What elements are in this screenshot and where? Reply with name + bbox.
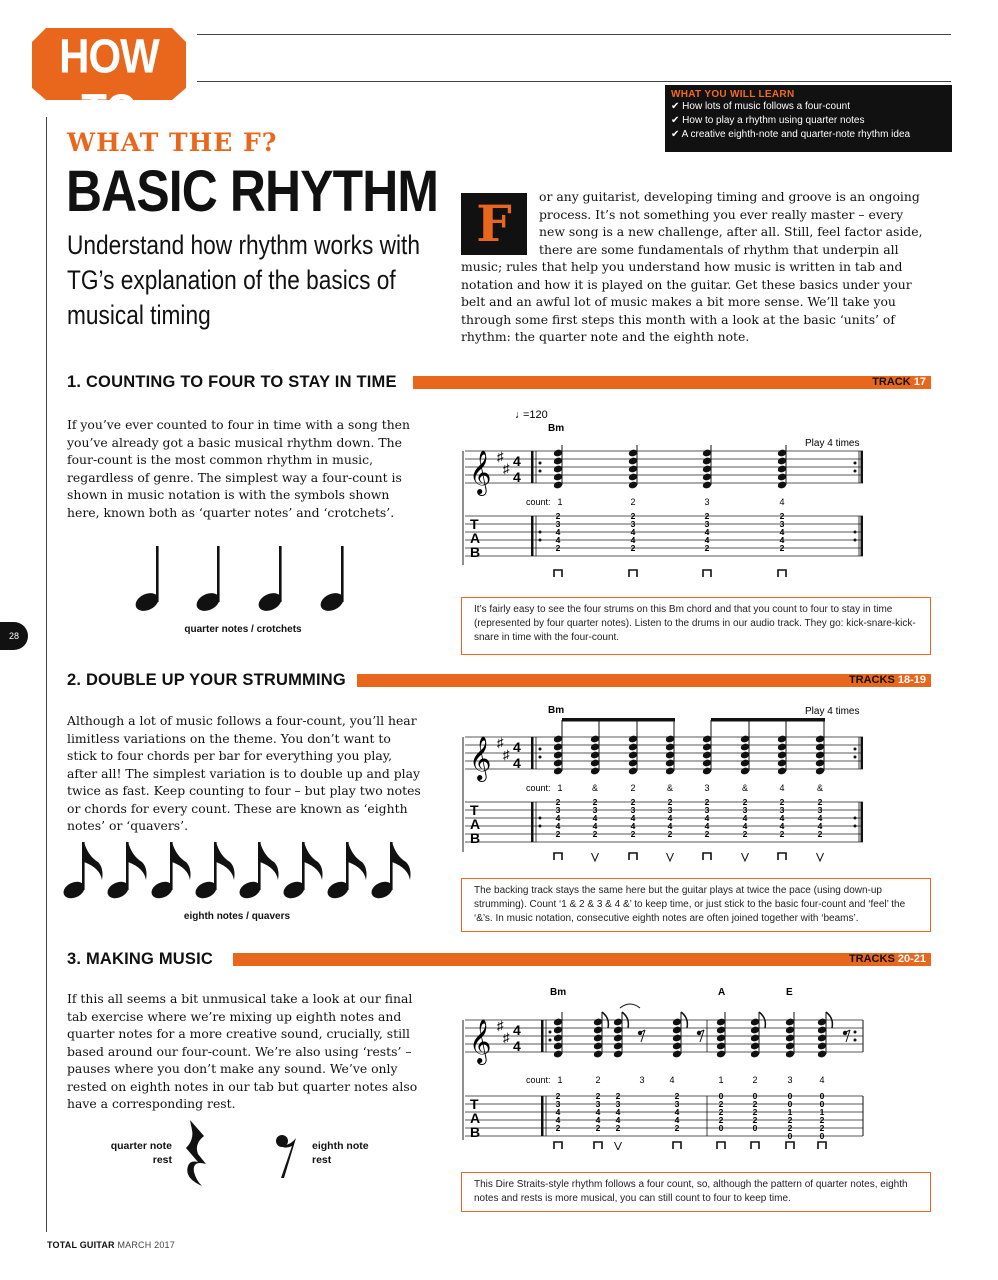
- tab-number: 0: [787, 1099, 793, 1109]
- header-rule-top: [197, 34, 951, 35]
- how-to-badge: [32, 28, 186, 139]
- count-number: 3: [639, 1075, 645, 1085]
- tab-number: 3: [555, 519, 561, 529]
- tab-number: 4: [779, 535, 785, 545]
- tab-number: 4: [595, 1107, 601, 1117]
- tab-number: 3: [555, 1099, 561, 1109]
- repeat-dot: [854, 825, 857, 828]
- repeat-dot: [539, 748, 542, 751]
- repeat-instruction: Play 4 times: [805, 706, 860, 717]
- end-bar: [861, 802, 864, 842]
- tab-number: 1: [819, 1107, 825, 1117]
- tab-number: 2: [704, 511, 710, 521]
- tab-number: 2: [555, 543, 561, 553]
- time-signature: 4: [513, 469, 521, 485]
- tab-number: 4: [742, 821, 748, 831]
- tab-number: 2: [819, 1115, 825, 1125]
- tab-number: 4: [817, 821, 823, 831]
- rest-label-line: rest: [152, 1154, 172, 1166]
- sharp-icon: ♯: [503, 461, 510, 476]
- tab-number: 4: [779, 821, 785, 831]
- tab-number: 2: [595, 1123, 601, 1133]
- tab-number: 4: [667, 813, 673, 823]
- caption-1: It’s fairly easy to see the four strums on this Bm chord and that you count to four to stay in time (represented by four quarter notes). Listen to the drums in our audio track. They go: kick-snare-kick-snare in time with the four-count.: [461, 597, 931, 655]
- repeat-bar: [531, 737, 534, 769]
- count-number: 2: [752, 1075, 758, 1085]
- repeat-dot: [854, 1031, 857, 1034]
- tab-number: 4: [615, 1115, 621, 1125]
- downstroke-icon: [673, 1142, 681, 1149]
- page-number: 28: [0, 622, 28, 650]
- tab-number: 2: [630, 511, 636, 521]
- count-number: 3: [704, 783, 710, 793]
- track-number: 18-19: [897, 674, 926, 686]
- tab-number: 2: [555, 511, 561, 521]
- section-2-body: Although a lot of music follows a four-count, you’ll hear limitless variations on the theme. You don’t want to stick to four chords per bar for everything you play, after all! The simplest variation is to double up and play twice as fast. Keep counting to four – but play two notes or chords for every count. These are known as ‘eighth notes’ or ‘quavers’.: [67, 713, 421, 833]
- what-you-will-learn-box: [665, 85, 952, 152]
- tab-number: 4: [779, 813, 785, 823]
- repeat-dot: [539, 531, 542, 534]
- tab-number: 3: [615, 1099, 621, 1109]
- tab-number: 4: [555, 1107, 561, 1117]
- tab-number: 2: [630, 797, 636, 807]
- drop-cap: F: [461, 193, 527, 255]
- strum-markers: [554, 853, 824, 861]
- quarter-note-symbol: [318, 546, 347, 614]
- tab-number: 0: [752, 1123, 758, 1133]
- rest-label-line: rest: [312, 1154, 332, 1166]
- tab-number: 0: [718, 1123, 724, 1133]
- score-2: [455, 700, 935, 870]
- tab-number: 2: [742, 829, 748, 839]
- tab-letter: A: [470, 1110, 481, 1126]
- tab-number: 2: [787, 1115, 793, 1125]
- chord-name: A: [718, 987, 726, 998]
- upstroke-icon: [592, 853, 599, 861]
- end-bar: [861, 451, 864, 483]
- repeat-dot: [539, 756, 542, 759]
- tab-number: 2: [752, 1107, 758, 1117]
- score-3: [455, 980, 935, 1150]
- repeat-dot: [854, 539, 857, 542]
- repeat-dot: [854, 1039, 857, 1042]
- intro-text: or any guitarist, developing timing and groove is an ongoing process. It’s not something you ever really master – every new song is a new challenge, after all. Still, feel factor aside, there are some fundamentals of rhythm that underpin all music; rules that help you understand how music is written in tab and notation and how it is played on the guitar. Get these basics under your belt and an awful lot of music makes a bit more sense. We’ll take you through some first steps this month with a look at the basic ‘units’ of rhythm: the quarter note and the eighth note.: [461, 189, 923, 344]
- tab-number: 0: [787, 1131, 793, 1141]
- note-beam: [562, 718, 675, 722]
- tab-number: 2: [615, 1123, 621, 1133]
- count-number: 2: [630, 783, 636, 793]
- repeat-dot: [854, 748, 857, 751]
- count-numbers: [557, 497, 784, 507]
- caption-2: The backing track stays the same here but the guitar plays at twice the pace (using down-up strumming). Count ‘1 & 2 & 3 & 4 &’ to keep time, or just stick to the basic four-count and ‘feel’ the ‘&’s. In music notation, consecutive eighth notes are often joined together with ‘beams’.: [461, 878, 931, 932]
- section-1-heading: 1. COUNTING TO FOUR TO STAY IN TIME: [67, 373, 397, 391]
- tab-number: 0: [819, 1091, 825, 1101]
- staff: [463, 445, 863, 565]
- eighth-note-flag: [128, 842, 147, 880]
- count-number: &: [666, 783, 674, 793]
- treble-clef-icon: 𝄞: [469, 1021, 492, 1063]
- repeat-dot: [549, 1031, 552, 1034]
- tab-number: 4: [555, 535, 561, 545]
- tab-number: 2: [819, 1123, 825, 1133]
- count-number: 1: [557, 783, 563, 793]
- count-number: &: [591, 783, 599, 793]
- quarter-rest-label: [96, 1139, 172, 1167]
- count-number: 4: [669, 1075, 675, 1085]
- sharp-icon: ♯: [497, 735, 504, 750]
- tab-number: 4: [704, 527, 710, 537]
- downstroke-icon: [554, 570, 562, 577]
- tab-number: 2: [674, 1091, 680, 1101]
- end-bar: [861, 516, 864, 556]
- repeat-dot: [549, 1039, 552, 1042]
- tab-staff: [465, 797, 863, 846]
- standfirst: Understand how rhythm works with TG’s explanation of the basics of musical timing: [67, 230, 420, 330]
- chord-name: Bm: [548, 423, 565, 434]
- tab-number: 4: [817, 813, 823, 823]
- tab-number: 2: [752, 1115, 758, 1125]
- header-rule-bottom: [197, 81, 951, 82]
- tab-number: 2: [787, 1123, 793, 1133]
- tab-number: 2: [742, 797, 748, 807]
- count-number: 2: [595, 1075, 601, 1085]
- tab-number: 2: [779, 797, 785, 807]
- quarter-note-symbol: [133, 546, 162, 614]
- section-3-track: [800, 953, 926, 965]
- tab-number: 2: [718, 1107, 724, 1117]
- tab-number: 4: [595, 1115, 601, 1125]
- quarter-notes-figure: [120, 540, 380, 615]
- downstroke-icon: [751, 1142, 759, 1149]
- eighth-notes-figure: [60, 838, 420, 908]
- quarter-note-symbol: [194, 546, 223, 614]
- tab-number: 0: [718, 1091, 724, 1101]
- tab-letter: B: [470, 1124, 481, 1140]
- time-signature: 4: [513, 739, 521, 755]
- tab-letter: T: [470, 802, 479, 818]
- kicker: WHAT THE F?: [67, 128, 278, 157]
- tab-letter: T: [470, 1096, 479, 1112]
- count-number: 3: [704, 497, 710, 507]
- repeat-bar: [531, 451, 534, 483]
- page-title: BASIC RHYTHM: [66, 159, 439, 224]
- quarter-note-symbol: [256, 546, 285, 614]
- repeat-dot: [539, 817, 542, 820]
- section-3-body: If this all seems a bit unmusical take a look at our final tab exercise where we’re mixing up eighth notes and quarter notes for a more creative sound, crucially, still based around our four-count. We’re also using ‘rests’ – pauses where you don’t make any sound. We’ve only rested on eighth notes in our tab but quarter notes also have a corresponding rest.: [67, 991, 418, 1111]
- tab-number: 2: [630, 829, 636, 839]
- tab-number: 4: [704, 821, 710, 831]
- tab-number: 1: [787, 1107, 793, 1117]
- tab-number: 2: [667, 829, 673, 839]
- tab-number: 4: [630, 535, 636, 545]
- count-number: 1: [557, 1075, 563, 1085]
- tab-number: 4: [674, 1107, 680, 1117]
- section-1-body: If you’ve ever counted to four in time with a song then you’ve already got a basic musical rhythm down. The four-count is the most common rhythm in music, regardless of genre. The simplest way a four-count is shown in music notation is with the symbols shown here, known both as ‘quarter notes’ and ‘crotchets’.: [67, 417, 410, 520]
- repeat-dot: [854, 462, 857, 465]
- time-signature: 4: [513, 755, 521, 771]
- tab-number: 4: [555, 527, 561, 537]
- repeat-dot: [854, 470, 857, 473]
- learn-item: ✔ A creative eighth-note and quarter-note rhythm idea: [671, 129, 911, 140]
- downstroke-icon: [629, 570, 637, 577]
- count-number: 4: [779, 497, 785, 507]
- tab-number: 4: [674, 1115, 680, 1125]
- tab-number: 2: [817, 797, 823, 807]
- caption-3: This Dire Straits-style rhythm follows a four count, so, although the pattern of quarter notes, eighth notes and rests is more musical, you can still count to four to keep time.: [461, 1172, 931, 1212]
- tab-number: 2: [718, 1115, 724, 1125]
- tab-number: 3: [592, 805, 598, 815]
- downstroke-icon: [778, 570, 786, 577]
- repeat-dot: [854, 756, 857, 759]
- tab-number: 2: [555, 829, 561, 839]
- downstroke-icon: [717, 1142, 725, 1149]
- learn-item: ✔ How to play a rhythm using quarter notes: [671, 115, 865, 126]
- downstroke-icon: [554, 853, 562, 860]
- count-numbers: [557, 1075, 824, 1085]
- eighth-note-flag: [84, 842, 103, 880]
- score-1: [455, 405, 935, 590]
- repeat-bar: [541, 1020, 544, 1052]
- learn-item: ✔ How lots of music follows a four-count: [671, 101, 850, 112]
- eighth-note-flag: [216, 842, 235, 880]
- chord-name: Bm: [548, 705, 565, 716]
- repeat-dot: [539, 462, 542, 465]
- tab-letter: B: [470, 830, 481, 846]
- rest-label-line: eighth note: [312, 1140, 369, 1152]
- tie-mark: [620, 1004, 640, 1008]
- tab-letter: B: [470, 544, 481, 560]
- count-number: 4: [819, 1075, 825, 1085]
- track-prefix: TRACKS: [848, 953, 895, 965]
- count-number: 3: [787, 1075, 793, 1085]
- quarter-rest-icon: [180, 1118, 212, 1190]
- eighth-note-flag: [260, 842, 279, 880]
- tab-number: 3: [704, 519, 710, 529]
- magazine-name: TOTAL GUITAR: [47, 1240, 115, 1250]
- sharp-icon: ♯: [497, 449, 504, 464]
- tab-number: 2: [779, 829, 785, 839]
- tab-number: 0: [819, 1099, 825, 1109]
- strum-markers: [554, 1142, 826, 1150]
- count-number: 1: [718, 1075, 724, 1085]
- sharp-icon: ♯: [503, 1030, 510, 1045]
- count-number: 4: [779, 783, 785, 793]
- repeat-instruction: Play 4 times: [805, 438, 860, 449]
- tab-number: 3: [817, 805, 823, 815]
- tab-number: 2: [595, 1091, 601, 1101]
- repeat-bar: [531, 802, 534, 842]
- chord-name: E: [786, 987, 793, 998]
- tab-number: 2: [817, 829, 823, 839]
- tempo-note-icon: ♩: [515, 409, 526, 421]
- chord-name: Bm: [550, 987, 567, 998]
- tab-number: 2: [779, 511, 785, 521]
- tab-number: 2: [752, 1099, 758, 1109]
- tab-number: 2: [704, 829, 710, 839]
- track-prefix: TRACK: [872, 376, 911, 388]
- tab-number: 2: [555, 797, 561, 807]
- eighth-rest-label: [312, 1139, 369, 1167]
- note-beam: [711, 718, 825, 722]
- tab-number: 4: [615, 1107, 621, 1117]
- track-number: 17: [913, 376, 926, 388]
- treble-clef-icon: 𝄞: [469, 738, 492, 780]
- tab-number: 4: [555, 813, 561, 823]
- tab-number: 4: [592, 821, 598, 831]
- tab-number: 3: [742, 805, 748, 815]
- downstroke-icon: [594, 1142, 602, 1149]
- repeat-bar: [531, 516, 534, 556]
- eighth-note-flag: [172, 842, 191, 880]
- section-2-track: [810, 674, 926, 686]
- repeat-dot: [539, 470, 542, 473]
- tab-number: 2: [718, 1099, 724, 1109]
- tab-number: 2: [667, 797, 673, 807]
- tab-number: 2: [555, 1123, 561, 1133]
- tab-number: 4: [667, 821, 673, 831]
- tab-number: 3: [630, 519, 636, 529]
- end-bar: [861, 737, 864, 769]
- tab-number: 2: [615, 1091, 621, 1101]
- issue-date: MARCH 2017: [117, 1240, 175, 1250]
- repeat-dot: [854, 817, 857, 820]
- tab-number: 4: [779, 527, 785, 537]
- eighth-note-flag: [392, 842, 411, 880]
- tab-number: 3: [674, 1099, 680, 1109]
- time-signature: 4: [513, 453, 521, 469]
- tab-number: 0: [819, 1131, 825, 1141]
- tab-number: 3: [667, 805, 673, 815]
- tab-number: 3: [555, 805, 561, 815]
- eighth-notes-label: eighth notes / quavers: [183, 911, 291, 922]
- staff: [463, 1004, 863, 1140]
- learn-title: WHAT YOU WILL LEARN: [671, 89, 795, 100]
- time-signature: 4: [513, 1022, 521, 1038]
- section-2-heading: 2. DOUBLE UP YOUR STRUMMING: [67, 671, 346, 689]
- tab-letter: T: [470, 516, 479, 532]
- tab-staff: [465, 1091, 863, 1141]
- count-label: count:: [526, 1075, 551, 1085]
- count-label: count:: [526, 497, 551, 507]
- tab-number: 0: [787, 1091, 793, 1101]
- tab-number: 2: [630, 543, 636, 553]
- tab-number: 4: [630, 527, 636, 537]
- tab-number: 2: [704, 543, 710, 553]
- tab-number: 3: [704, 805, 710, 815]
- footer: [47, 1240, 175, 1250]
- count-number: 1: [557, 497, 563, 507]
- tab-number: 2: [674, 1123, 680, 1133]
- sharp-icon: ♯: [503, 747, 510, 762]
- tab-number: 2: [592, 797, 598, 807]
- section-3-heading: 3. MAKING MUSIC: [67, 950, 214, 968]
- tab-number: 4: [742, 813, 748, 823]
- tab-number: 4: [555, 821, 561, 831]
- tab-number: 2: [704, 797, 710, 807]
- eighth-note-flag: [304, 842, 323, 880]
- downstroke-icon: [629, 853, 637, 860]
- section-1-track: [830, 376, 926, 388]
- how-to-label: HOW TO: [59, 28, 159, 139]
- tab-number: 2: [592, 829, 598, 839]
- tab-letter: A: [470, 816, 481, 832]
- downstroke-icon: [778, 853, 786, 860]
- tab-number: 3: [595, 1099, 601, 1109]
- sharp-icon: ♯: [497, 1018, 504, 1033]
- tab-staff: [465, 511, 863, 560]
- count-number: 2: [630, 497, 636, 507]
- repeat-dot: [854, 531, 857, 534]
- eighth-note-flag: [348, 842, 367, 880]
- time-signature: 4: [513, 1038, 521, 1054]
- quarter-notes-label: quarter notes / crotchets: [184, 624, 302, 635]
- upstroke-icon: [667, 853, 674, 861]
- count-numbers: [557, 783, 823, 793]
- tab-number: 3: [779, 805, 785, 815]
- staff: [463, 718, 863, 852]
- tab-number: 4: [704, 813, 710, 823]
- tab-number: 3: [779, 519, 785, 529]
- track-number: 20-21: [897, 953, 926, 965]
- strum-markers: [554, 570, 786, 577]
- margin-rule: [46, 117, 47, 1232]
- eighth-rest-icon: [272, 1132, 302, 1182]
- count-label: count:: [526, 783, 551, 793]
- treble-clef-icon: 𝄞: [469, 452, 492, 494]
- downstroke-icon: [703, 570, 711, 577]
- track-prefix: TRACKS: [848, 674, 895, 686]
- tab-number: 2: [555, 1091, 561, 1101]
- repeat-dot: [539, 539, 542, 542]
- tab-number: 4: [555, 1115, 561, 1125]
- tab-number: 2: [779, 543, 785, 553]
- downstroke-icon: [703, 853, 711, 860]
- count-number: &: [741, 783, 749, 793]
- tab-number: 4: [630, 821, 636, 831]
- repeat-bar: [541, 1096, 544, 1136]
- intro-paragraph: [461, 188, 931, 346]
- tab-letter: A: [470, 530, 481, 546]
- upstroke-icon: [742, 853, 749, 861]
- rest-label-line: quarter note: [110, 1140, 172, 1152]
- downstroke-icon: [786, 1142, 794, 1149]
- tab-number: 4: [630, 813, 636, 823]
- upstroke-icon: [615, 1142, 622, 1150]
- tab-number: 4: [704, 535, 710, 545]
- downstroke-icon: [554, 1142, 562, 1149]
- tab-number: 3: [630, 805, 636, 815]
- downstroke-icon: [818, 1142, 826, 1149]
- upstroke-icon: [817, 853, 824, 861]
- tab-number: 0: [752, 1091, 758, 1101]
- repeat-dot: [539, 825, 542, 828]
- tab-number: 4: [592, 813, 598, 823]
- tempo-marking: =120: [523, 409, 548, 421]
- count-number: &: [816, 783, 824, 793]
